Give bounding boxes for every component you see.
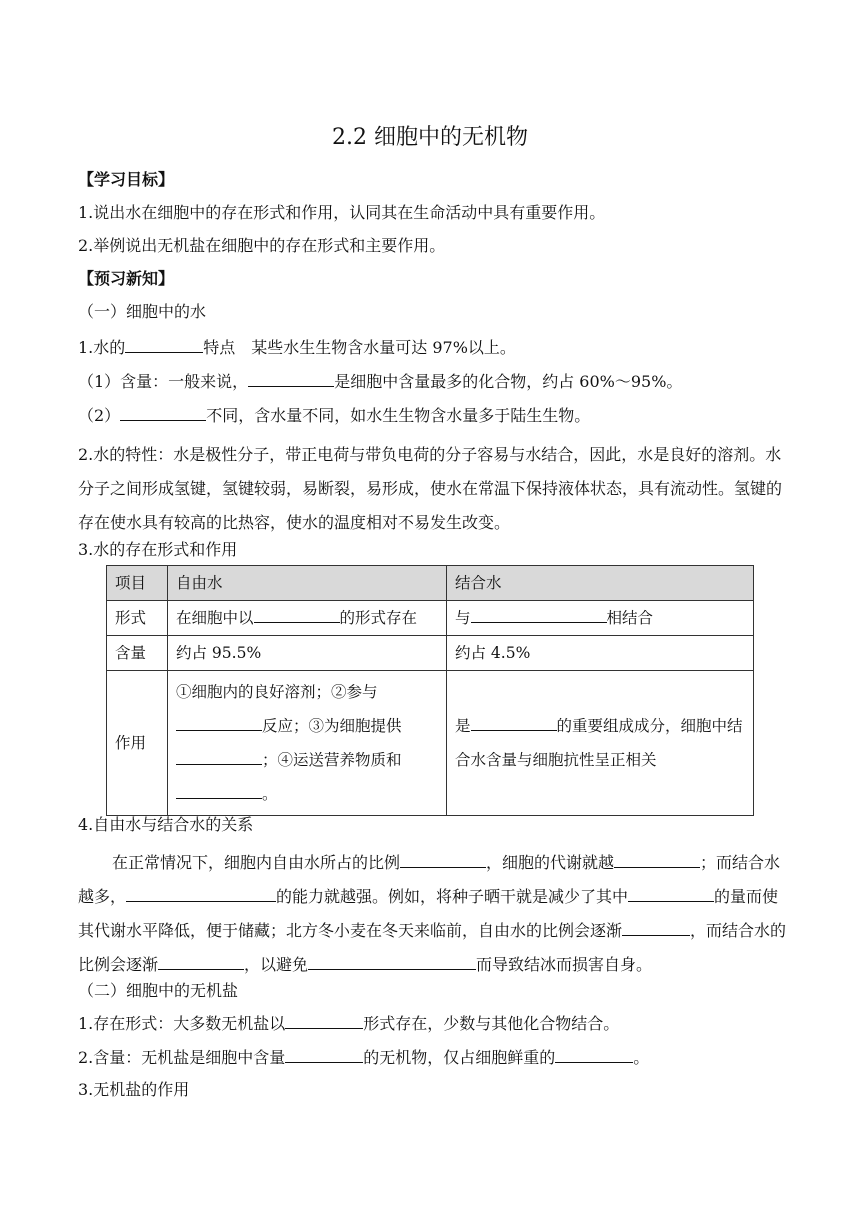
relationship-text-4: 的能力就越强。例如，将种子晒干就是减少了其中 <box>276 887 629 906</box>
water-point-2: 2.水的特性：水是极性分子，带正电荷与带负电荷的分子容易与水结合，因此，水是良好的溶剂。水分子之间形成氢键，氢键较弱，易断裂，易形成，使水在常温下保持液体状态，具有流动性。氢键的存在使水具有较高的比热容，使水的温度相对不易发生改变。 <box>78 445 783 532</box>
salt-content-text-a: 2.含量：无机盐是细胞中含量 <box>78 1048 286 1067</box>
relationship-text-1: 在正常情况下，细胞内自由水所占的比例 <box>112 853 401 872</box>
fill-blank[interactable] <box>400 851 486 868</box>
fill-blank[interactable] <box>120 404 206 421</box>
free-form-text-b: 的形式存在 <box>339 609 418 627</box>
table-cell-free-content: 约占 95.5% <box>168 636 447 671</box>
water-point-3: 3.水的存在形式和作用 <box>78 540 238 559</box>
goals-heading: 【学习目标】 <box>78 170 175 189</box>
table-header-row <box>107 566 754 601</box>
free-function-line-3 <box>176 743 438 777</box>
table-cell-bound-content: 约占 4.5% <box>447 636 754 671</box>
salt-point-1 <box>78 1012 788 1036</box>
relationship-text-7: ，以避免 <box>244 955 309 974</box>
page-title: 2.2 细胞中的无机物 <box>332 125 528 150</box>
free-function-line-2 <box>176 709 438 743</box>
table-label-function: 作用 <box>107 671 168 816</box>
salt-form-text-a: 1.存在形式：大多数无机盐以 <box>78 1014 286 1033</box>
relationship-text-8: 而导致结冰而损害自身。 <box>476 955 653 974</box>
fill-blank[interactable] <box>308 953 476 970</box>
relationship-text-5: 的量而使其代谢水平降低，便于储藏；北方冬小麦在冬天来临前，自由水的比例会逐渐 <box>78 887 779 940</box>
table-row-content <box>107 636 754 671</box>
fill-blank[interactable] <box>176 714 262 731</box>
water-point-1-text-b: 特点 某些水生生物含水量可达 97%以上。 <box>203 338 516 357</box>
salt-content-text-c: 。 <box>633 1048 650 1067</box>
fill-blank[interactable] <box>176 782 262 799</box>
free-function-text-4: 。 <box>262 785 278 803</box>
water-species-text-b: 不同，含水量不同，如水生生物含水量多于陆生生物。 <box>206 406 591 425</box>
section-1-title: （一）细胞中的水 <box>78 302 207 321</box>
water-species-text-a: （2） <box>78 406 121 425</box>
water-forms-table <box>106 565 754 816</box>
fill-blank[interactable] <box>471 606 607 623</box>
fill-blank[interactable] <box>285 1046 363 1063</box>
goal-2: 2.举例说出无机盐在细胞中的存在形式和主要作用。 <box>78 236 446 255</box>
salt-point-2 <box>78 1046 788 1070</box>
fill-blank[interactable] <box>248 370 334 387</box>
water-point-1-2 <box>78 404 788 428</box>
section-2-title: （二）细胞中的无机盐 <box>78 981 239 1000</box>
bound-function-text-a: 是 <box>455 717 471 735</box>
fill-blank[interactable] <box>126 885 276 902</box>
water-point-4: 4.自由水与结合水的关系 <box>78 815 254 834</box>
free-function-text-2: 反应；③为细胞提供 <box>262 717 402 735</box>
fill-blank[interactable] <box>628 885 714 902</box>
fill-blank[interactable] <box>125 336 203 353</box>
free-function-line-1: ①细胞内的良好溶剂；②参与 <box>176 683 378 701</box>
table-row-function <box>107 671 754 816</box>
fill-blank[interactable] <box>254 606 340 623</box>
relationship-text-3: ；而结合水越多， <box>78 853 781 906</box>
bound-function-text-b: 的重要组成成分，细胞中结合水含量与细胞抗性呈正相关 <box>455 717 743 769</box>
free-function-line-4 <box>176 777 438 811</box>
table-cell-bound-form <box>447 601 754 636</box>
salt-form-text-b: 形式存在，少数与其他化合物结合。 <box>363 1014 620 1033</box>
fill-blank[interactable] <box>555 1046 633 1063</box>
free-form-text-a: 在细胞中以 <box>176 609 254 627</box>
table-header-free-water: 自由水 <box>168 566 447 601</box>
table-cell-free-form <box>168 601 447 636</box>
relationship-text-6: ，而结合水的比例会逐渐 <box>78 921 787 974</box>
goal-1: 1.说出水在细胞中的存在形式和作用，认同其在生命活动中具有重要作用。 <box>78 203 606 222</box>
fill-blank[interactable] <box>471 714 557 731</box>
fill-blank[interactable] <box>614 851 700 868</box>
salt-content-text-b: 的无机物，仅占细胞鲜重的 <box>363 1048 556 1067</box>
table-label-form: 形式 <box>107 601 168 636</box>
fill-blank[interactable] <box>622 919 690 936</box>
fill-blank[interactable] <box>285 1012 363 1029</box>
water-relationship-paragraph <box>78 846 788 982</box>
table-label-content: 含量 <box>107 636 168 671</box>
table-cell-bound-function <box>447 671 754 816</box>
fill-blank[interactable] <box>176 748 262 765</box>
table-header-item: 项目 <box>107 566 168 601</box>
water-content-text-a: （1）含量：一般来说， <box>78 372 249 391</box>
table-cell-free-function <box>168 671 447 816</box>
preview-heading: 【预习新知】 <box>78 269 175 288</box>
water-point-1 <box>78 336 788 360</box>
table-header-bound-water: 结合水 <box>447 566 754 601</box>
water-point-1-text-a: 1.水的 <box>78 338 126 357</box>
water-content-text-b: 是细胞中含量最多的化合物，约占 60%～95%。 <box>334 372 683 391</box>
bound-form-text-b: 相结合 <box>606 609 654 627</box>
table-row-form <box>107 601 754 636</box>
water-point-1-1 <box>78 370 788 394</box>
salt-point-3: 3.无机盐的作用 <box>78 1080 190 1099</box>
fill-blank[interactable] <box>158 953 244 970</box>
bound-form-text-a: 与 <box>455 609 471 627</box>
relationship-text-2: ，细胞的代谢就越 <box>486 853 615 872</box>
free-function-text-3: ；④运送营养物质和 <box>262 751 402 769</box>
